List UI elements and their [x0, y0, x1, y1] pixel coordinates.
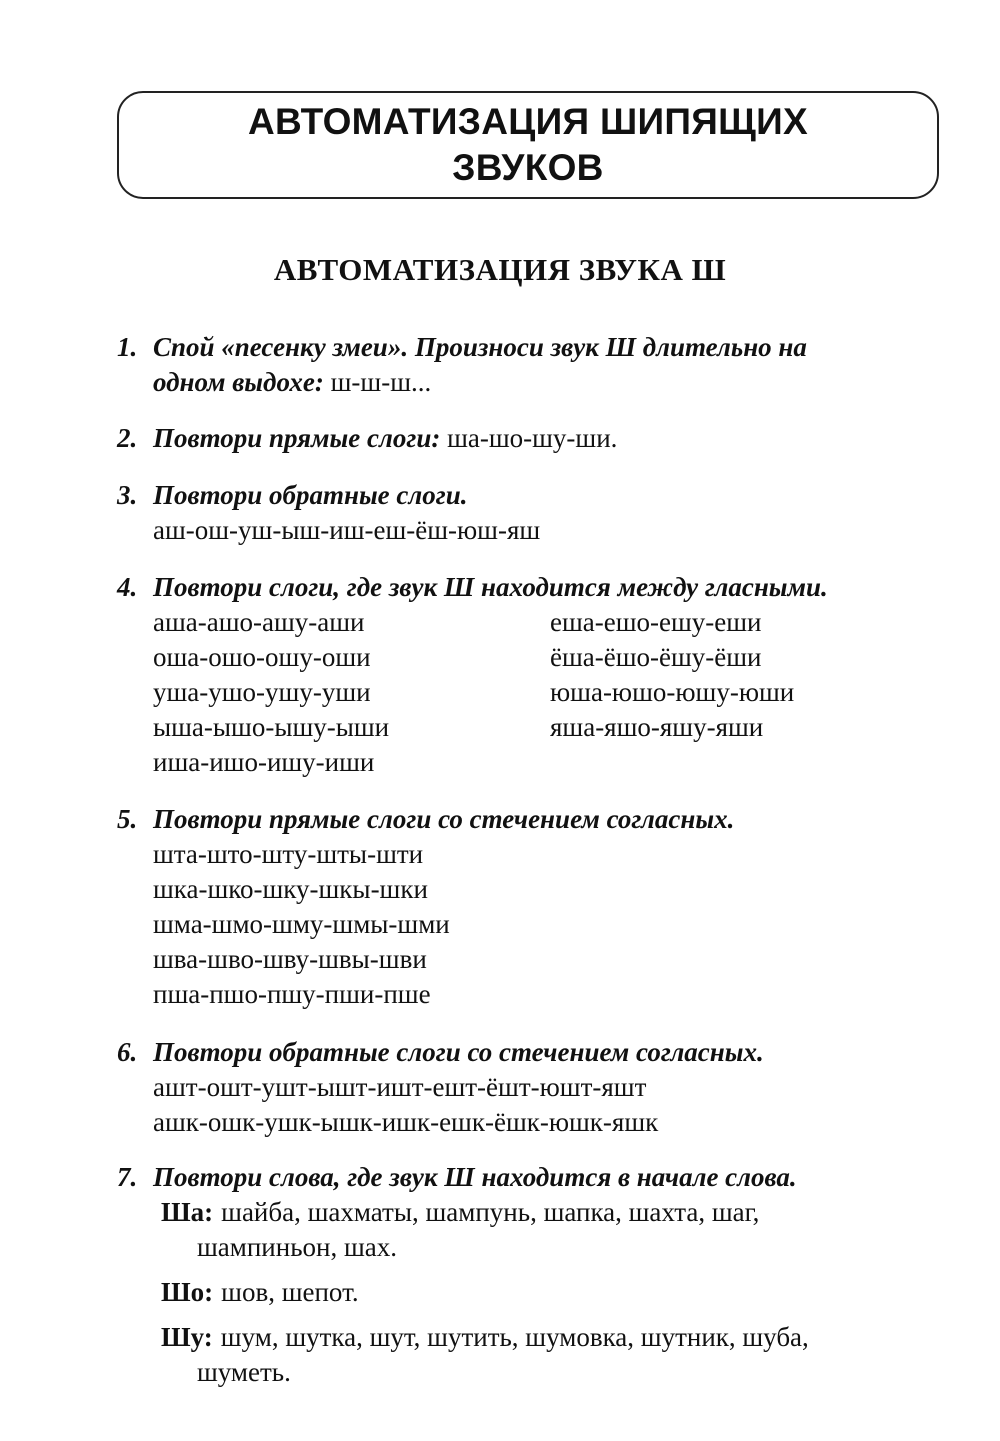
task-number: 4. [117, 572, 138, 602]
syllable-column-left [153, 605, 550, 780]
task-number: 7. [117, 1162, 138, 1192]
task-number: 2. [117, 423, 138, 453]
syllable-line: ашт-ошт-ушт-ышт-ишт-ешт-ёшт-юшт-яшт [153, 1072, 647, 1102]
task-instruction-cont: одном выдохе: [153, 367, 324, 397]
task-instruction: Повтори обратные слоги. [153, 480, 468, 510]
task-example: ша-шо-шу-ши. [447, 423, 618, 453]
task-number: 6. [117, 1037, 138, 1067]
word-row-label: Ша: [161, 1197, 214, 1227]
task-instruction: Повтори прямые слоги: [153, 423, 441, 453]
task-4 [117, 570, 947, 780]
task-instruction: Повтори прямые слоги со стечением согласных. [153, 804, 735, 834]
task-3 [117, 478, 947, 548]
task-1 [117, 330, 947, 400]
syllable-column-right [550, 605, 947, 780]
task-2 [117, 421, 947, 456]
syllable-line: ашк-ошк-ушк-ышк-ишк-ешк-ёшк-юшк-яшк [153, 1107, 659, 1137]
word-row-text: шум, шутка, шут, шутить, шумовка, шутник, шуба, [220, 1322, 809, 1352]
word-row-sha [117, 1195, 947, 1230]
chapter-title-line-2: ЗВУКОВ [452, 147, 604, 188]
syllable-line: шва-шво-шву-швы-шви [153, 944, 427, 974]
chapter-title-line-1: АВТОМАТИЗАЦИЯ ШИПЯЩИХ [247, 101, 809, 142]
syllable-line: ыша-ышо-ышу-ыши [153, 712, 390, 742]
chapter-title-box [117, 91, 939, 199]
syllable-line: аш-ош-уш-ыш-иш-еш-ёш-юш-яш [153, 515, 541, 545]
syllable-line: аша-ашо-ашу-аши [153, 607, 365, 637]
task-instruction: Повтори слова, где звук Ш находится в начале слова. [153, 1162, 797, 1192]
task-instruction: Повтори обратные слоги со стечением согласных. [153, 1037, 764, 1067]
syllable-line: еша-ешо-ешу-еши [550, 607, 762, 637]
word-row-text: шов, шепот. [221, 1277, 359, 1307]
word-row-text: шайба, шахматы, шампунь, шапка, шахта, шаг, [221, 1197, 760, 1227]
word-row-wrap: шампиньон, шах. [197, 1232, 397, 1262]
task-number: 1. [117, 332, 138, 362]
syllable-line: уша-ушо-ушу-уши [153, 677, 371, 707]
task-instruction: Повтори слоги, где звук Ш находится между гласными. [153, 572, 828, 602]
word-row-label: Шо: [161, 1277, 214, 1307]
task-6 [117, 1035, 947, 1140]
word-row-shu [117, 1320, 947, 1355]
task-7 [117, 1160, 947, 1390]
task-instruction: Спой «песенку змеи». Произноси звук Ш длительно на [153, 332, 807, 362]
syllable-line: пша-пшо-пшу-пши-пше [153, 979, 431, 1009]
word-row-wrap: шуметь. [197, 1357, 291, 1387]
syllable-line: юша-юшо-юшу-юши [550, 677, 795, 707]
section-title: АВТОМАТИЗАЦИЯ ЗВУКА Ш [273, 252, 727, 287]
word-row-label: Шу: [161, 1322, 213, 1352]
syllable-line: ёша-ёшо-ёшу-ёши [550, 642, 762, 672]
task-number: 5. [117, 804, 138, 834]
word-row-sho [117, 1275, 947, 1310]
task-number: 3. [117, 480, 138, 510]
syllable-line: шта-што-шту-шты-шти [153, 839, 424, 869]
syllable-line: яша-яшо-яшу-яши [550, 712, 764, 742]
syllable-line: шка-шко-шку-шкы-шки [153, 874, 428, 904]
task-example: ш-ш-ш... [330, 367, 432, 397]
syllable-line: шма-шмо-шму-шмы-шми [153, 909, 450, 939]
task-5 [117, 802, 947, 1012]
syllable-line: иша-ишо-ишу-иши [153, 747, 375, 777]
syllable-line: оша-ошо-ошу-оши [153, 642, 371, 672]
